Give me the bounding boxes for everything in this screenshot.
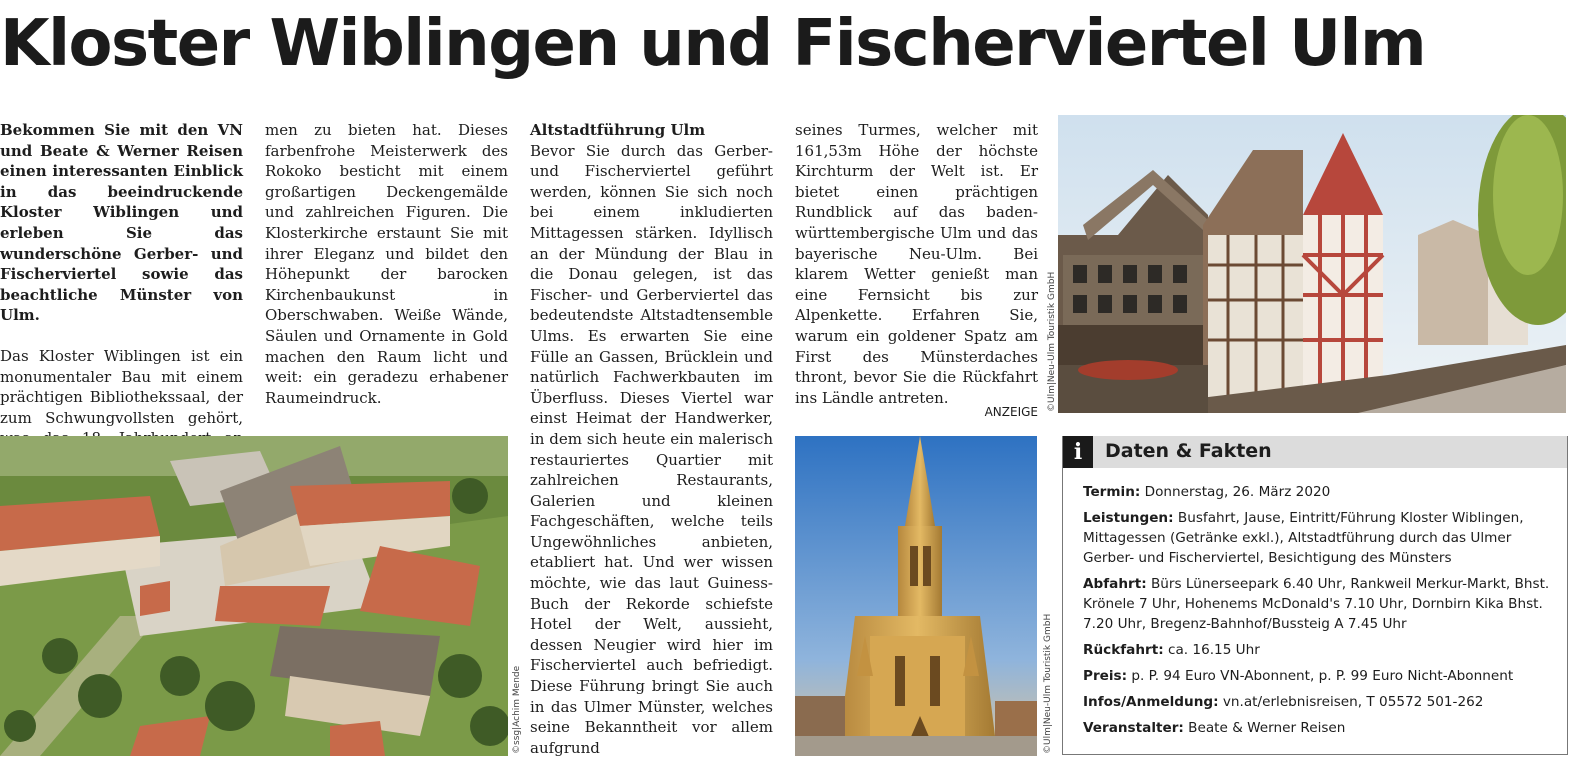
fact-item [1083, 574, 1561, 634]
photo-credit: ©ssg|Achim Mende [512, 665, 522, 754]
fact-text: Donnerstag, 26. März 2020 [1140, 484, 1331, 500]
fact-item [1083, 640, 1561, 660]
lead-paragraph: Bekommen Sie mit den VN und Beate & Werner Reisen einen interessanten Einblick in das beeindruckende Kloster Wiblingen und erleben Sie das wunderschöne Gerber- und Fischerviertel sowie das beachtliche Münster von Ulm. [0, 121, 243, 325]
body-paragraph: Das Kloster Wiblingen ist ein monumentaler Bau mit einem prächtigen Bibliothekssaal, der zum Schwungvollsten gehört, [0, 346, 243, 427]
column-4 [795, 120, 1038, 420]
fact-label: Rückfahrt: [1083, 642, 1164, 658]
column-3 [530, 120, 773, 758]
facts-list [1083, 482, 1561, 744]
body-paragraph: men zu bieten hat. Dieses farbenfrohe Meisterwerk des Rokoko besticht mit einem großartigen Deckengemälde und zahlreichen Figuren. Die Klosterkirche erstaunt Sie mit ihrer Eleganz und bildet den Höhepunkt der barocken Kirchenbaukunst in Oberschwaben. Weiße Wände, Säulen und Ornamente in Gold machen den Raum licht und weit: ein geradezu erhabener Raumeindruck. [265, 121, 508, 407]
column-2 [265, 120, 508, 408]
fact-label: Veranstalter: [1083, 720, 1184, 736]
fact-text: Beate & Werner Reisen [1183, 720, 1346, 736]
column-1 [0, 120, 243, 470]
photo-credit: ©Ulm|Neu-Ulm Touristik GmbH [1047, 271, 1057, 412]
section-heading: Altstadtführung Ulm [530, 121, 706, 139]
fact-label: Abfahrt: [1083, 576, 1147, 592]
fact-item [1083, 482, 1561, 502]
photo-credit: ©Ulm|Neu-Ulm Touristik GmbH [1043, 613, 1053, 754]
fact-item [1083, 666, 1561, 686]
fact-text: ca. 16.15 Uhr [1163, 642, 1260, 658]
ulmer-muenster-photo [795, 436, 1037, 756]
fact-label: Preis: [1083, 668, 1128, 684]
fact-text: Busfahrt, Jause, Eintritt/Führung Kloster Wiblingen, Mittagessen (Getränke exkl.), Altstadtführung durch das Ulmer Gerber- und Fischerviertel, Besichtigung des Münsters [1083, 510, 1524, 566]
facts-title: Daten & Fakten [1105, 440, 1272, 462]
fact-label: Infos/Anmeldung: [1083, 694, 1219, 710]
kloster-wiblingen-photo [0, 436, 508, 756]
fact-label: Leistungen: [1083, 510, 1174, 526]
fact-item [1083, 692, 1561, 712]
fact-text: p. P. 94 Euro VN-Abonnent, p. P. 99 Euro Nicht-Abonnent [1127, 668, 1514, 684]
info-icon: i [1063, 436, 1093, 468]
fischerviertel-photo [1058, 115, 1566, 413]
article-headline: Kloster Wiblingen und Fischerviertel Ulm [0, 7, 1426, 81]
facts-header [1063, 436, 1567, 468]
fact-item [1083, 508, 1561, 568]
fact-text: Bürs Lünerseepark 6.40 Uhr, Rankweil Merkur-Markt, Bhst. Krönele 7 Uhr, Hohenems McDonald's 7.10 Uhr, Dornbirn Kika Bhst. 7.20 Uhr, Bregenz-Bahnhof/Bussteig A 7.45 Uhr [1083, 576, 1550, 632]
fact-label: Termin: [1083, 484, 1141, 500]
fact-item [1083, 718, 1561, 738]
body-paragraph: Bevor Sie durch das Gerber- und Fischerviertel geführt werden, können Sie sich noch bei einem inkludierten Mittagessen stärken. Idyllisch an der Mündung der Blau in die Donau gelegen, ist das Fischer- und Gerberviertel das bedeutendste Altstadtensemble Ulms. Es erwarten Sie eine Fülle an Gassen, Brücklein und natürlich Fachwerkbauten im Überfluss. Dieses Viertel war einst Heimat der Handwerker, in dem sich heute ein malerisch restauriertes Quartier mit zahlreichen Restaurants, Galerien und kleinen Fachgeschäften, welche teils Ungewöhnliches anbieten, etabliert hat. Und wer wissen möchte, wie das laut Guiness-Buch der Rekorde schiefste Hotel der Welt, aussieht, dessen Neugier wird hier im Fischerviertel auch befriedigt. Diese Führung bringt Sie auch in das Ulmer Münster, welches seine Bekanntheit vor allem aufgrund [530, 141, 773, 757]
fact-text: vn.at/erlebnisreisen, T 05572 501-262 [1218, 694, 1484, 710]
body-paragraph: seines Turmes, welcher mit 161,53m Höhe der höchste Kirchturm der Welt ist. Er bietet einen prächtigen Rundblick auf das baden-württembergische Ulm und das bayerische Neu-Ulm. Bei klarem Wetter genießt man eine Fernsicht bis zur Alpenkette. Erfahren Sie, warum ein goldener Spatz am First des Münsterdaches thront, bevor Sie die Rückfahrt ins Ländle antreten. [795, 121, 1038, 407]
advertisement-label: ANZEIGE [984, 405, 1038, 419]
facts-box [1062, 436, 1568, 755]
